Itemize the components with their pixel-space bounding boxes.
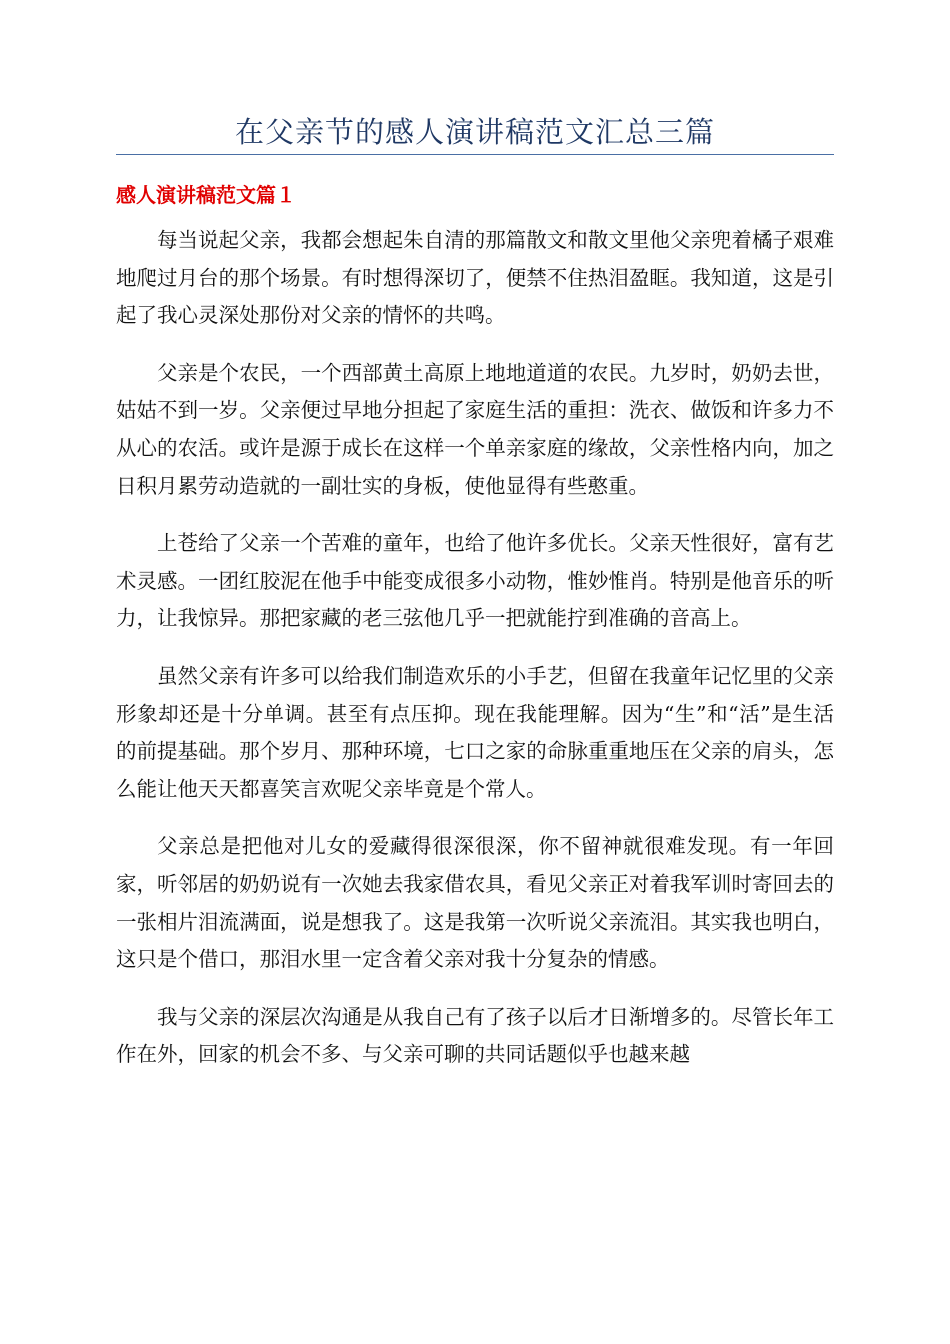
paragraph: 上苍给了父亲一个苦难的童年，也给了他许多优长。父亲天性很好，富有艺术灵感。一团红胶泥在他手中能变成很多小动物，惟妙惟肖。特别是他音乐的听力，让我惊异。那把家藏的老三弦他几乎一把就能拧到准确的音高上。 bbox=[116, 531, 834, 631]
section-heading: 感人演讲稿范文篇１ bbox=[116, 183, 296, 207]
paragraph: 每当说起父亲，我都会想起朱自清的那篇散文和散文里他父亲兜着橘子艰难地爬过月台的那个场景。有时想得深切了，便禁不住热泪盈眶。我知道，这是引起了我心灵深处那份对父亲的情怀的共鸣。 bbox=[116, 228, 834, 328]
paragraph: 虽然父亲有许多可以给我们制造欢乐的小手艺，但留在我童年记忆里的父亲形象却还是十分单调。甚至有点压抑。现在我能理解。因为“生”和“活”是生活的前提基础。那个岁月、那种环境，七口之家的命脉重重地压在父亲的肩头，怎么能让他天天都喜笑言欢呢父亲毕竟是个常人。 bbox=[116, 663, 834, 801]
paragraph: 父亲总是把他对儿女的爱藏得很深很深，你不留神就很难发现。有一年回家，听邻居的奶奶说有一次她去我家借农具，看见父亲正对着我军训时寄回去的一张相片泪流满面，说是想我了。这是我第一次听说父亲流泪。其实我也明白，这只是个借口，那泪水里一定含着父亲对我十分复杂的情感。 bbox=[116, 834, 834, 972]
paragraph: 我与父亲的深层次沟通是从我自己有了孩子以后才日渐增多的。尽管长年工作在外，回家的机会不多、与父亲可聊的共同话题似乎也越来越 bbox=[116, 1004, 834, 1067]
body-text bbox=[116, 222, 834, 1094]
document-title: 在父亲节的感人演讲稿范文汇总三篇 bbox=[234, 115, 715, 149]
paragraph: 父亲是个农民，一个西部黄土高原上地地道道的农民。九岁时，奶奶去世，姑姑不到一岁。父亲便过早地分担起了家庭生活的重担：洗衣、做饭和许多力不从心的农活。或许是源于成长在这样一个单亲家庭的缘故，父亲性格内向，加之日积月累劳动造就的一副壮实的身板，使他显得有些憨重。 bbox=[116, 360, 834, 498]
title-underline bbox=[116, 154, 834, 155]
